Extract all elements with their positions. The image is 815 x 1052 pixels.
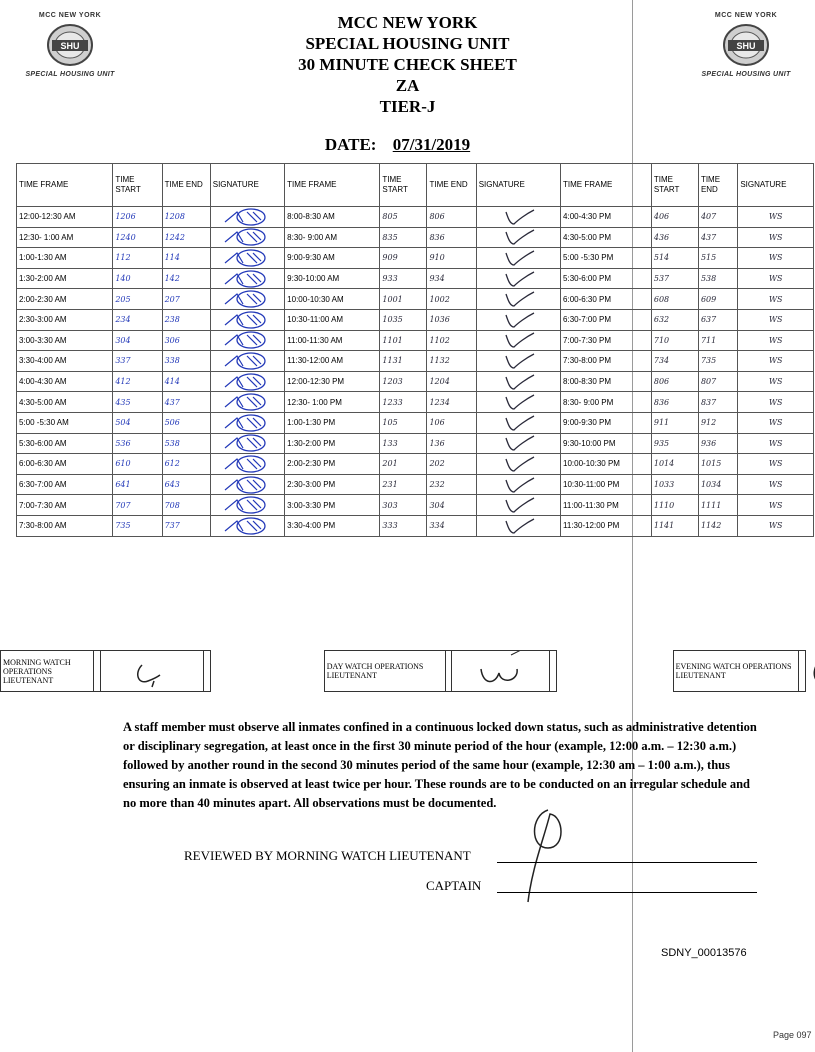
time-start-cell: 836 [651,392,698,413]
captain-signature-line [497,892,757,893]
logo-right [696,12,796,78]
initials-scribble-icon [217,352,277,370]
time-start-cell: 610 [113,454,162,475]
check-scribble-icon [496,455,540,473]
time-frame-cell: 3:00-3:30 PM [285,495,380,516]
check-scribble-icon [496,517,540,535]
time-end-cell: 1102 [427,330,476,351]
shu-emblem-icon [720,21,772,69]
time-frame-cell: 1:00-1:30 AM [17,248,113,269]
time-start-cell: 1014 [651,454,698,475]
table-row [17,330,814,351]
column-header: TIME FRAME [561,164,652,207]
time-end-cell: 735 [698,351,737,372]
time-frame-cell: 3:00-3:30 AM [17,330,113,351]
time-end-cell: 114 [162,248,210,269]
table-row [17,495,814,516]
time-frame-cell: 10:30-11:00 AM [285,309,380,330]
time-frame-cell: 1:30-2:00 AM [17,268,113,289]
check-scribble-icon [496,311,540,329]
table-row [17,248,814,269]
time-end-cell: 1142 [698,515,737,536]
time-frame-cell: 2:00-2:30 PM [285,454,380,475]
initials-scribble-icon [217,228,277,246]
column-header: TIME END [162,164,210,207]
time-end-cell: 437 [162,392,210,413]
time-start-cell: 933 [380,268,427,289]
time-start-cell: 133 [380,433,427,454]
logo-left-top-text: MCC NEW YORK [38,12,102,19]
time-frame-cell: 10:00-10:30 AM [285,289,380,310]
signature-cell [476,248,560,269]
time-end-cell: 737 [162,515,210,536]
time-start-cell: 806 [651,371,698,392]
signature-cell [210,227,284,248]
time-frame-cell: 10:30-11:00 PM [561,474,652,495]
signature-cell [210,351,284,372]
reviewed-by-label: REVIEWED BY MORNING WATCH LIEUTENANT [184,848,471,863]
time-start-cell: 1206 [113,207,162,228]
time-frame-cell: 8:30- 9:00 AM [285,227,380,248]
signature-cell [476,474,560,495]
time-end-cell: 836 [427,227,476,248]
lieutenant-signoff-table [0,650,806,692]
time-end-cell: 334 [427,515,476,536]
initials-scribble-icon [217,311,277,329]
time-start-cell: 537 [651,268,698,289]
table-row [17,474,814,495]
time-frame-cell: 3:30-4:00 AM [17,351,113,372]
time-end-cell: 934 [427,268,476,289]
logo-left-emblem-text: SHU [60,41,80,51]
signature-cell [476,207,560,228]
time-frame-cell: 7:30-8:00 AM [17,515,113,536]
time-frame-cell: 5:00 -5:30 PM [561,248,652,269]
signature-cell: WS [738,495,814,516]
time-end-cell: 232 [427,474,476,495]
time-start-cell: 935 [651,433,698,454]
day-watch-label: DAY WATCH OPERATIONS LIEUTENANT [324,651,445,692]
initials-scribble-icon [217,414,277,432]
initials-scribble-icon [217,208,277,226]
time-start-cell: 140 [113,268,162,289]
date-label: DATE: [324,135,377,154]
time-end-cell: 238 [162,309,210,330]
morning-watch-signature [101,651,204,692]
time-start-cell: 105 [380,412,427,433]
gap [666,651,673,692]
time-frame-cell: 6:30-7:00 AM [17,474,113,495]
time-end-cell: 609 [698,289,737,310]
bates-number: SDNY_00013576 [661,947,747,959]
time-end-cell: 207 [162,289,210,310]
time-end-cell: 1015 [698,454,737,475]
column-header: TIME START [651,164,698,207]
time-frame-cell: 4:00-4:30 AM [17,371,113,392]
spacer [203,651,210,692]
time-start-cell: 406 [651,207,698,228]
time-frame-cell: 6:00-6:30 PM [561,289,652,310]
time-start-cell: 835 [380,227,427,248]
time-end-cell: 807 [698,371,737,392]
check-scribble-icon [496,496,540,514]
check-scribble-icon [496,270,540,288]
time-start-cell: 1035 [380,309,427,330]
time-start-cell: 735 [113,515,162,536]
time-frame-cell: 8:30- 9:00 PM [561,392,652,413]
signature-cell [476,495,560,516]
time-end-cell: 437 [698,227,737,248]
signature-cell: WS [738,330,814,351]
time-frame-cell: 4:30-5:00 AM [17,392,113,413]
time-start-cell: 1101 [380,330,427,351]
time-frame-cell: 12:30- 1:00 PM [285,392,380,413]
signature-cell [476,371,560,392]
signature-cell [210,248,284,269]
check-scribble-icon [496,476,540,494]
time-start-cell: 333 [380,515,427,536]
date-line [0,135,815,155]
time-end-cell: 414 [162,371,210,392]
signature-cell [476,433,560,454]
initials-scribble-icon [217,331,277,349]
time-start-cell: 205 [113,289,162,310]
check-scribble-icon [496,352,540,370]
column-header: TIME END [427,164,476,207]
day-watch-signature [452,651,550,692]
signature-mark-icon [461,651,541,689]
signature-cell [476,454,560,475]
time-start-cell: 632 [651,309,698,330]
time-start-cell: 1131 [380,351,427,372]
time-end-cell: 538 [162,433,210,454]
time-end-cell: 106 [427,412,476,433]
time-start-cell: 234 [113,309,162,330]
time-frame-cell: 12:30- 1:00 AM [17,227,113,248]
time-end-cell: 304 [427,495,476,516]
table-row [17,289,814,310]
signature-cell [210,433,284,454]
time-frame-cell: 3:30-4:00 PM [285,515,380,536]
table-header-row [17,164,814,207]
time-frame-cell: 9:00-9:30 PM [561,412,652,433]
table-row [17,268,814,289]
initials-scribble-icon [217,270,277,288]
signature-cell: WS [738,515,814,536]
check-scribble-icon [496,373,540,391]
header-area: ZA [395,76,420,95]
initials-scribble-icon [217,290,277,308]
check-scribble-icon [496,414,540,432]
time-start-cell: 734 [651,351,698,372]
time-start-cell: 231 [380,474,427,495]
signature-cell: WS [738,248,814,269]
time-end-cell: 837 [698,392,737,413]
signature-cell: WS [738,474,814,495]
time-end-cell: 711 [698,330,737,351]
time-end-cell: 1208 [162,207,210,228]
time-frame-cell: 2:30-3:00 AM [17,309,113,330]
date-value: 07/31/2019 [392,135,471,154]
time-frame-cell: 11:30-12:00 AM [285,351,380,372]
time-frame-cell: 2:30-3:00 PM [285,474,380,495]
gap [210,651,317,692]
evening-watch-label: EVENING WATCH OPERATIONS LIEUTENANT [673,651,798,692]
table-row [17,392,814,413]
reviewed-by-signature-line [497,862,757,863]
captain-label: CAPTAIN [426,878,482,893]
signature-cell [210,412,284,433]
time-frame-cell: 9:30-10:00 PM [561,433,652,454]
time-frame-cell: 9:30-10:00 AM [285,268,380,289]
evening-watch-signature [799,651,806,692]
time-start-cell: 641 [113,474,162,495]
signature-cell: WS [738,268,814,289]
signature-cell [210,289,284,310]
check-scribble-icon [496,290,540,308]
initials-scribble-icon [217,517,277,535]
time-start-cell: 1141 [651,515,698,536]
check-log-table [16,163,814,537]
time-end-cell: 910 [427,248,476,269]
time-frame-cell: 1:30-2:00 PM [285,433,380,454]
signature-cell [210,474,284,495]
check-scribble-icon [496,208,540,226]
logo-left-bottom-text: SPECIAL HOUSING UNIT [25,71,115,78]
signature-cell [476,309,560,330]
signature-cell [210,515,284,536]
time-frame-cell: 9:00-9:30 AM [285,248,380,269]
check-scribble-icon [496,331,540,349]
time-start-cell: 710 [651,330,698,351]
time-start-cell: 304 [113,330,162,351]
table-row [17,433,814,454]
time-start-cell: 1110 [651,495,698,516]
header-unit: SPECIAL HOUSING UNIT [305,34,510,53]
signature-cell [210,330,284,351]
signature-cell: WS [738,433,814,454]
time-start-cell: 201 [380,454,427,475]
header-tier: TIER-J [379,97,436,116]
signature-cell: WS [738,207,814,228]
header-facility: MCC NEW YORK [337,13,478,32]
signature-cell [476,268,560,289]
check-scribble-icon [496,434,540,452]
time-end-cell: 1242 [162,227,210,248]
logo-right-emblem-text: SHU [736,41,756,51]
signature-cell [476,392,560,413]
time-start-cell: 337 [113,351,162,372]
signature-cell: WS [738,371,814,392]
table-row [17,454,814,475]
time-end-cell: 1234 [427,392,476,413]
initials-scribble-icon [217,249,277,267]
time-start-cell: 436 [651,227,698,248]
time-start-cell: 1001 [380,289,427,310]
morning-watch-label: MORNING WATCH OPERATIONS LIEUTENANT [1,651,94,692]
time-frame-cell: 7:00-7:30 AM [17,495,113,516]
signature-cell [476,227,560,248]
initials-scribble-icon [217,393,277,411]
table-row [17,515,814,536]
column-header: SIGNATURE [738,164,814,207]
time-end-cell: 306 [162,330,210,351]
logo-right-top-text: MCC NEW YORK [714,12,778,19]
document-header [200,12,615,117]
signature-cell [476,351,560,372]
time-end-cell: 142 [162,268,210,289]
table-row [17,207,814,228]
time-end-cell: 515 [698,248,737,269]
policy-paragraph: A staff member must observe all inmates confined in a continuous locked down status, such as administrative detention or disciplinary segregation, at least once in the first 30 minute period of the hour (example, 12:00 a.m. – 12:30 a.m.) followed by another round in the second 30 minutes period of the same hour (example, 12:30 am – 1:00 a.m.), thus ensuring an inmate is observed at least twice per hour. These rounds are to be conducted on an irregular schedule and no more than 40 minutes apart. All observations must be documented. [123,720,757,810]
time-end-cell: 936 [698,433,737,454]
signature-cell [210,392,284,413]
time-end-cell: 1002 [427,289,476,310]
column-header: SIGNATURE [210,164,284,207]
initials-scribble-icon [217,434,277,452]
time-end-cell: 1034 [698,474,737,495]
initials-scribble-icon [217,476,277,494]
initials-scribble-icon [217,455,277,473]
time-start-cell: 504 [113,412,162,433]
time-frame-cell: 8:00-8:30 AM [285,207,380,228]
time-end-cell: 538 [698,268,737,289]
time-frame-cell: 12:00-12:30 AM [17,207,113,228]
time-end-cell: 202 [427,454,476,475]
table-row [17,227,814,248]
time-frame-cell: 6:30-7:00 PM [561,309,652,330]
check-scribble-icon [496,393,540,411]
check-scribble-icon [496,249,540,267]
time-start-cell: 514 [651,248,698,269]
time-frame-cell: 7:00-7:30 PM [561,330,652,351]
table-row [17,412,814,433]
time-start-cell: 1233 [380,392,427,413]
time-frame-cell: 11:00-11:30 PM [561,495,652,516]
time-end-cell: 407 [698,207,737,228]
time-start-cell: 911 [651,412,698,433]
time-frame-cell: 2:00-2:30 AM [17,289,113,310]
signature-cell [476,515,560,536]
time-frame-cell: 5:30-6:00 PM [561,268,652,289]
gap [557,651,666,692]
signature-cell: WS [738,351,814,372]
signature-mark-icon [132,651,172,689]
column-header: TIME START [380,164,427,207]
signature-cell: WS [738,412,814,433]
time-frame-cell: 4:00-4:30 PM [561,207,652,228]
signature-cell [210,268,284,289]
time-end-cell: 1204 [427,371,476,392]
time-start-cell: 303 [380,495,427,516]
time-end-cell: 338 [162,351,210,372]
time-start-cell: 909 [380,248,427,269]
time-end-cell: 637 [698,309,737,330]
signature-cell [210,454,284,475]
time-frame-cell: 10:00-10:30 PM [561,454,652,475]
column-header: TIME START [113,164,162,207]
signature-cell [210,207,284,228]
time-frame-cell: 8:00-8:30 PM [561,371,652,392]
time-end-cell: 806 [427,207,476,228]
time-end-cell: 506 [162,412,210,433]
table-row [17,309,814,330]
time-end-cell: 708 [162,495,210,516]
signature-cell [210,309,284,330]
time-start-cell: 608 [651,289,698,310]
time-end-cell: 612 [162,454,210,475]
signature-cell [476,412,560,433]
time-frame-cell: 11:30-12:00 PM [561,515,652,536]
logo-right-bottom-text: SPECIAL HOUSING UNIT [701,71,791,78]
column-header: TIME END [698,164,737,207]
time-start-cell: 1033 [651,474,698,495]
time-frame-cell: 5:30-6:00 AM [17,433,113,454]
time-frame-cell: 6:00-6:30 AM [17,454,113,475]
column-header: TIME FRAME [17,164,113,207]
time-start-cell: 412 [113,371,162,392]
time-start-cell: 536 [113,433,162,454]
time-start-cell: 805 [380,207,427,228]
table-row [17,351,814,372]
logo-left [20,12,120,78]
signature-cell: WS [738,392,814,413]
time-start-cell: 435 [113,392,162,413]
signature-cell: WS [738,227,814,248]
check-scribble-icon [496,228,540,246]
initials-scribble-icon [217,373,277,391]
time-frame-cell: 12:00-12:30 PM [285,371,380,392]
signature-mark-icon [801,651,815,689]
time-end-cell: 643 [162,474,210,495]
time-end-cell: 1036 [427,309,476,330]
spacer [94,651,101,692]
signature-cell [210,495,284,516]
time-start-cell: 1203 [380,371,427,392]
gap [317,651,324,692]
time-end-cell: 1111 [698,495,737,516]
spacer [445,651,452,692]
time-end-cell: 1132 [427,351,476,372]
time-frame-cell: 11:00-11:30 AM [285,330,380,351]
column-header: TIME FRAME [285,164,380,207]
signature-cell: WS [738,454,814,475]
time-frame-cell: 5:00 -5:30 AM [17,412,113,433]
table-row [17,371,814,392]
signature-cell: WS [738,289,814,310]
column-header: SIGNATURE [476,164,560,207]
time-end-cell: 136 [427,433,476,454]
time-frame-cell: 4:30-5:00 PM [561,227,652,248]
time-end-cell: 912 [698,412,737,433]
page-number: Page 097 [773,1030,812,1040]
spacer [550,651,557,692]
time-start-cell: 112 [113,248,162,269]
signature-cell [476,289,560,310]
signature-cell: WS [738,309,814,330]
signature-cell [476,330,560,351]
shu-emblem-icon [44,21,96,69]
initials-scribble-icon [217,496,277,514]
header-sheet-title: 30 MINUTE CHECK SHEET [298,55,517,74]
time-frame-cell: 7:30-8:00 PM [561,351,652,372]
signature-cell [210,371,284,392]
time-start-cell: 1240 [113,227,162,248]
time-start-cell: 707 [113,495,162,516]
reviewer-signature-icon [520,808,580,904]
time-frame-cell: 1:00-1:30 PM [285,412,380,433]
